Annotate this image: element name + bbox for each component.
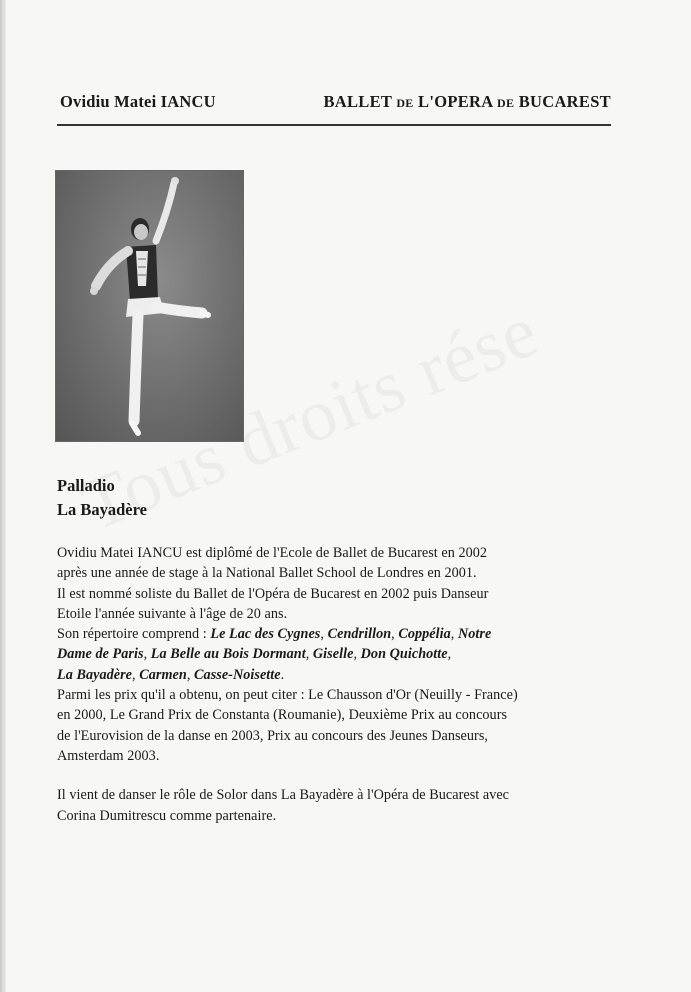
bio-line: Amsterdam 2003. (57, 747, 160, 764)
bio-line: Etoile l'année suivante à l'âge de 20 ans. (57, 605, 288, 622)
repertoire-item: Notre (457, 626, 492, 643)
company-de2: DE (497, 96, 515, 110)
biography (57, 543, 617, 826)
repertoire-item: Cendrillon (327, 626, 392, 643)
bio-line: Parmi les prix qu'il a obtenu, on peut citer : Le Chausson d'Or (Neuilly - France) (57, 687, 518, 704)
repertoire-item: Carmen (139, 666, 187, 683)
bio-line: en 2000, Le Grand Prix de Constanta (Roumanie), Deuxième Prix au concours (57, 707, 508, 724)
page-edge-shadow (0, 0, 6, 992)
bio-line: Ovidiu Matei IANCU est diplômé de l'Ecole de Ballet de Bucarest en 2002 (57, 545, 488, 561)
repertoire-item: Don Quichotte (360, 646, 448, 663)
repertoire-line: Son répertoire comprend : Le Lac des Cygnes, Cendrillon, Coppélia, Notre (57, 626, 492, 643)
bio-line: Il vient de danser le rôle de Solor dans La Bayadère à l'Opéra de Bucarest avec (57, 787, 510, 804)
company-part3: BUCAREST (518, 92, 611, 111)
bio-line: de l'Eurovision de la danse en 2003, Prix au concours des Jeunes Danseurs, (57, 727, 488, 744)
company-name (323, 92, 611, 112)
company-part1: BALLET (323, 92, 392, 111)
header-rule (57, 124, 611, 126)
repertoire-item: La Belle au Bois Dormant (150, 646, 306, 663)
repertoire-item: Coppélia (398, 626, 451, 643)
repertoire-item: Le Lac des Cygnes (210, 626, 321, 643)
title-palladio: Palladio (57, 476, 115, 495)
dancer-name: Ovidiu Matei IANCU (60, 92, 216, 111)
paragraph-gap (57, 766, 617, 785)
title-la-bayadere: La Bayadère (57, 500, 147, 519)
company-de1: DE (396, 96, 414, 110)
repertoire-intro: Son répertoire comprend : (57, 626, 211, 643)
ballet-dancer-photo (55, 170, 244, 442)
repertoire-line: La Bayadère, Carmen, Casse-Noisette. (57, 666, 285, 683)
performance-titles (57, 474, 147, 522)
bio-line: après une année de stage à la National Ballet School de Londres en 2001. (57, 565, 477, 582)
repertoire-item: Giselle (312, 646, 354, 663)
repertoire-item: Casse-Noisette (194, 666, 281, 683)
page-header (57, 92, 611, 118)
company-part2: L'OPERA (418, 92, 493, 111)
repertoire-item: Dame de Paris (57, 646, 144, 663)
bio-line: Il est nommé soliste du Ballet de l'Opéra de Bucarest en 2002 puis Danseur (57, 585, 489, 602)
repertoire-item: La Bayadère (57, 666, 133, 683)
dancer-figure-icon (56, 171, 243, 441)
repertoire-line: Dame de Paris, La Belle au Bois Dormant, Giselle, Don Quichotte, (57, 646, 452, 663)
bio-line: Corina Dumitrescu comme partenaire. (57, 807, 277, 824)
